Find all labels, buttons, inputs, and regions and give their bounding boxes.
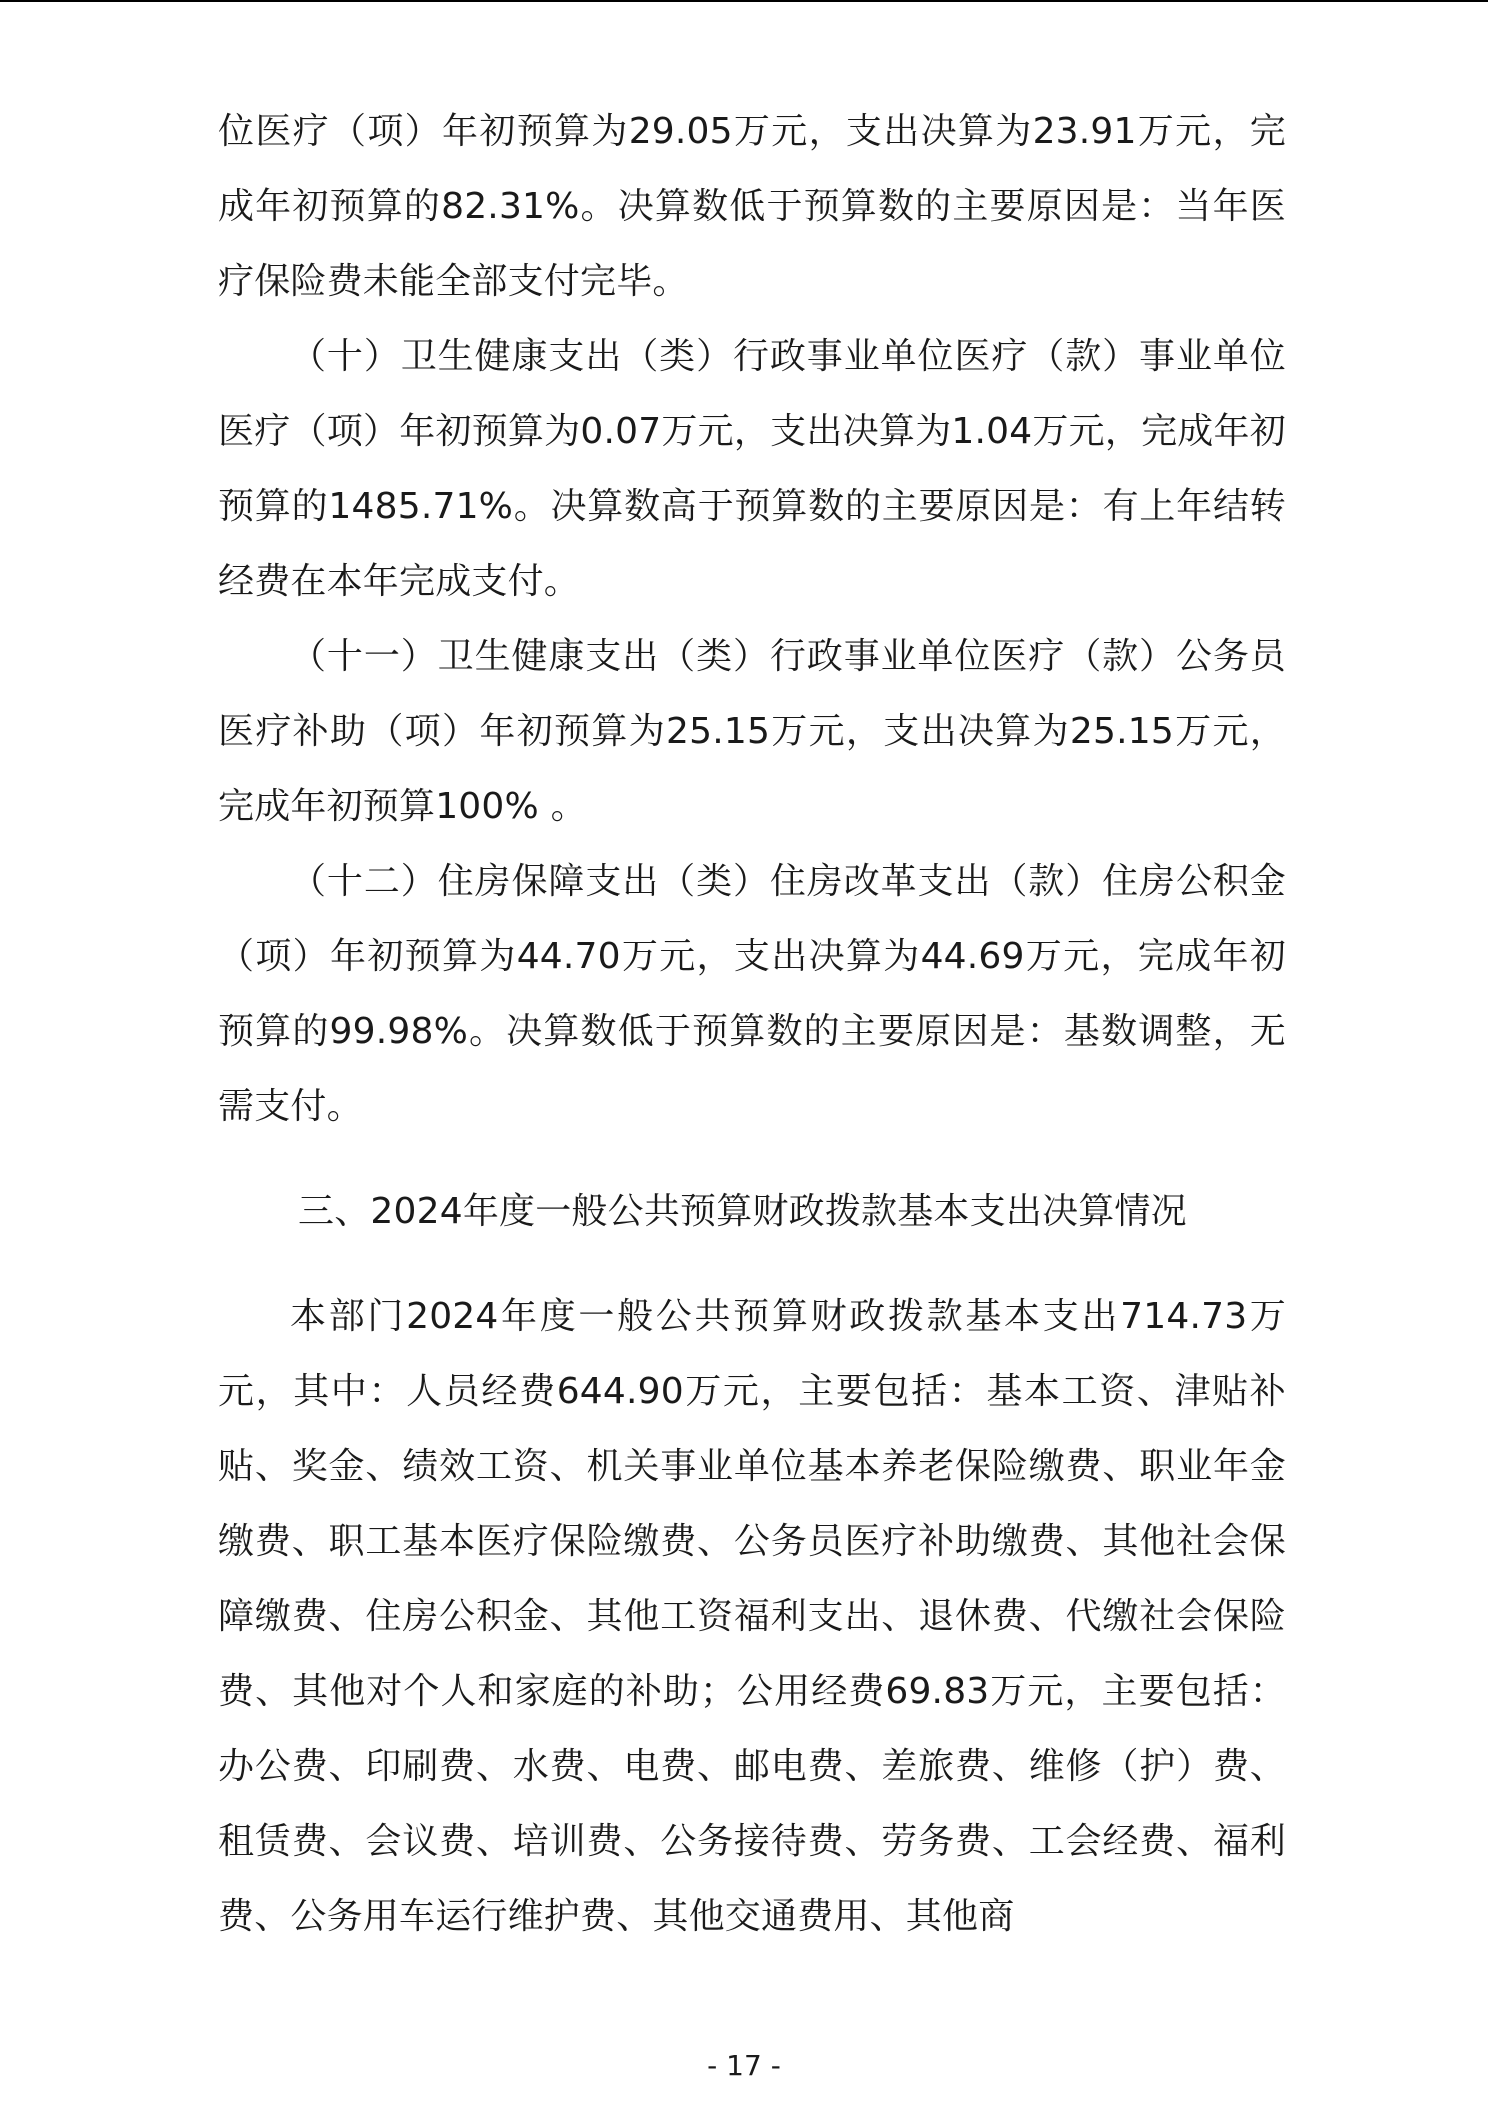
paragraph-item-eleven: （十一）卫生健康支出（类）行政事业单位医疗（款）公务员医疗补助（项）年初预算为25.15万元，支出决算为25.15万元，完成年初预算100% 。 (218, 636, 1286, 827)
section-heading: 三、2024年度一般公共预算财政拨款基本支出决算情况 (298, 1191, 1187, 1232)
page-content (218, 94, 1286, 1954)
page-number: - 17 - (707, 2049, 781, 2082)
paragraph-item-twelve: （十二）住房保障支出（类）住房改革支出（款）住房公积金（项）年初预算为44.70万元，支出决算为44.69万元，完成年初预算的99.98%。决算数低于预算数的主要原因是：基数调整，无需支付。 (218, 861, 1286, 1127)
paragraph-basic-expenditure: 本部门2024年度一般公共预算财政拨款基本支出714.73万元，其中：人员经费644.90万元，主要包括：基本工资、津贴补贴、奖金、绩效工资、机关事业单位基本养老保险缴费、职业年金缴费、职工基本医疗保险缴费、公务员医疗补助缴费、其他社会保障缴费、住房公积金、其他工资福利支出、退休费、代缴社会保险费、其他对个人和家庭的补助；公用经费69.83万元，主要包括：办公费、印刷费、水费、电费、邮电费、差旅费、维修（护）费、租赁费、会议费、培训费、公务接待费、劳务费、工会经费、福利费、公务用车运行维护费、其他交通费用、其他商 (218, 1296, 1286, 1937)
paragraph-item-ten: （十）卫生健康支出（类）行政事业单位医疗（款）事业单位医疗（项）年初预算为0.07万元，支出决算为1.04万元，完成年初预算的1485.71%。决算数高于预算数的主要原因是：有上年结转经费在本年完成支付。 (218, 336, 1286, 602)
paragraph-medical-continued: 位医疗（项）年初预算为29.05万元，支出决算为23.91万元，完成年初预算的82.31%。决算数低于预算数的主要原因是：当年医疗保险费未能全部支付完毕。 (218, 111, 1286, 302)
